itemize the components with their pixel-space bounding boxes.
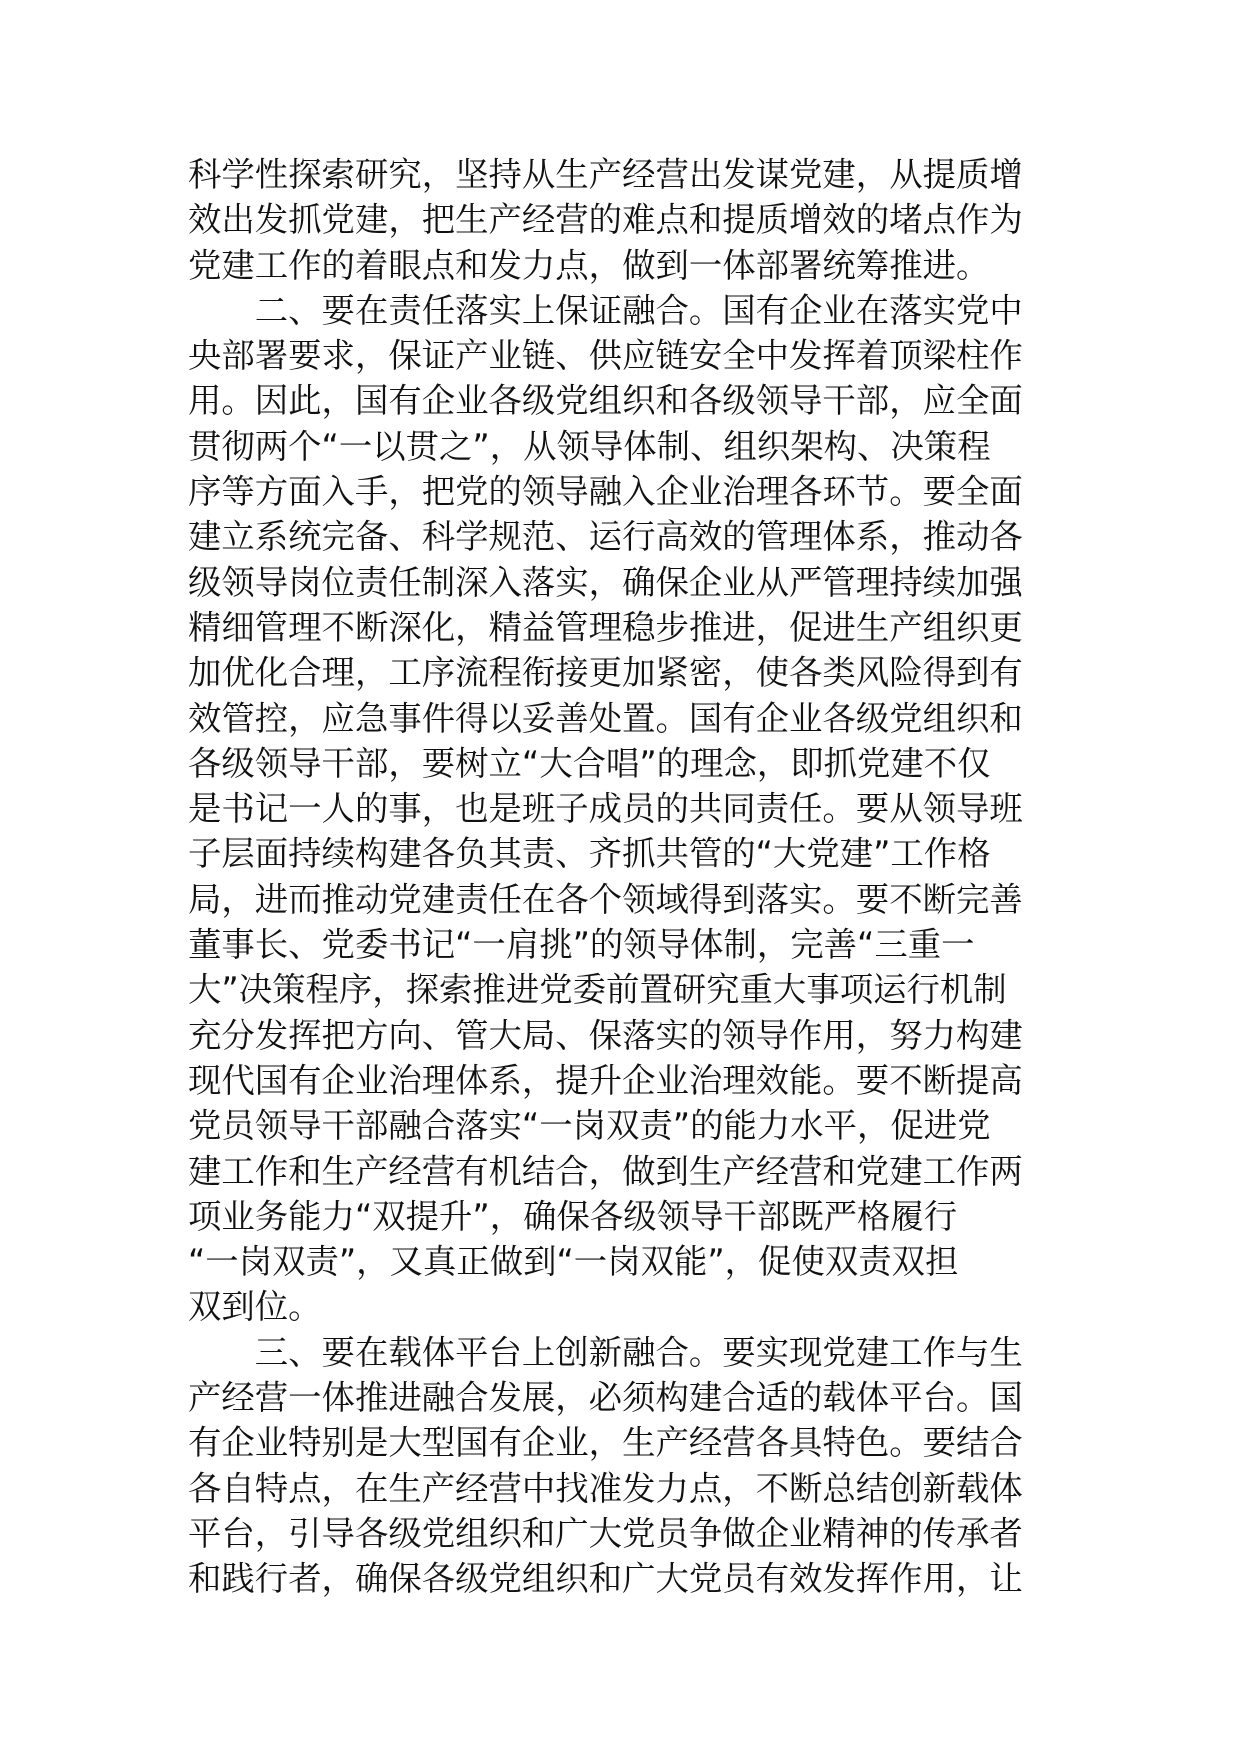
text-line: 级领导岗位责任制深入落实，确保企业从严管理持续加强 <box>188 562 1023 602</box>
text-line: 序等方面入手，把党的领导融入企业治理各环节。要全面 <box>188 472 1023 512</box>
text-line: 平台，引导各级党组织和广大党员争做企业精神的传承者 <box>188 1513 1023 1553</box>
text-line: 精细管理不断深化，精益管理稳步推进，促进生产组织更 <box>188 607 1023 647</box>
text-line: 双到位。 <box>188 1287 322 1327</box>
text-line: 建工作和生产经营有机结合，做到生产经营和党建工作两 <box>188 1151 1023 1191</box>
text-line: 产经营一体推进融合发展，必须构建合适的载体平台。国 <box>188 1378 1023 1418</box>
text-line: “一岗双责”，又真正做到“一岗双能”，促使双责双担 <box>188 1242 959 1282</box>
text-line: 现代国有企业治理体系，提升企业治理效能。要不断提高 <box>188 1060 1023 1100</box>
text-line: 央部署要求，保证产业链、供应链安全中发挥着顶梁柱作 <box>188 336 1023 376</box>
paragraph-start-line: 三、要在载体平台上创新融合。要实现党建工作与生 <box>188 1332 1023 1372</box>
text-line: 局，进而推动党建责任在各个领域得到落实。要不断完善 <box>188 879 1023 919</box>
text-line: 效管控，应急事件得以妥善处置。国有企业各级党组织和 <box>188 698 1023 738</box>
text-line: 充分发挥把方向、管大局、保落实的领导作用，努力构建 <box>188 1015 1023 1055</box>
text-line: 子层面持续构建各负其责、齐抓共管的“大党建”工作格 <box>188 834 991 874</box>
text-line: 项业务能力“双提升”，确保各级领导干部既严格履行 <box>188 1196 958 1236</box>
text-line: 用。因此，国有企业各级党组织和各级领导干部，应全面 <box>188 381 1023 421</box>
text-line: 各级领导干部，要树立“大合唱”的理念，即抓党建不仅 <box>188 743 991 783</box>
text-line: 党员领导干部融合落实“一岗双责”的能力水平，促进党 <box>188 1106 991 1146</box>
text-line: 贯彻两个“一以贯之”，从领导体制、组织架构、决策程 <box>188 426 991 466</box>
text-line: 建立系统完备、科学规范、运行高效的管理体系，推动各 <box>188 517 1023 557</box>
document-body <box>188 152 1063 1602</box>
text-line: 党建工作的着眼点和发力点，做到一体部署统筹推进。 <box>188 245 990 285</box>
text-line: 大”决策程序，探索推进党委前置研究重大事项运行机制 <box>188 970 1007 1010</box>
text-line: 和践行者，确保各级党组织和广大党员有效发挥作用，让 <box>188 1559 1023 1599</box>
text-line: 各自特点，在生产经营中找准发力点，不断总结创新载体 <box>188 1468 1023 1508</box>
text-line: 是书记一人的事，也是班子成员的共同责任。要从领导班 <box>188 789 1023 829</box>
text-line: 董事长、党委书记“一肩挑”的领导体制，完善“三重一 <box>188 925 975 965</box>
text-line: 加优化合理，工序流程衔接更加紧密，使各类风险得到有 <box>188 653 1023 693</box>
text-line: 有企业特别是大型国有企业，生产经营各具特色。要结合 <box>188 1423 1023 1463</box>
text-line: 效出发抓党建，把生产经营的难点和提质增效的堵点作为 <box>188 200 1023 240</box>
paragraph-start-line: 二、要在责任落实上保证融合。国有企业在落实党中 <box>188 290 1023 330</box>
text-line: 科学性探索研究，坚持从生产经营出发谋党建，从提质增 <box>188 155 1023 194</box>
